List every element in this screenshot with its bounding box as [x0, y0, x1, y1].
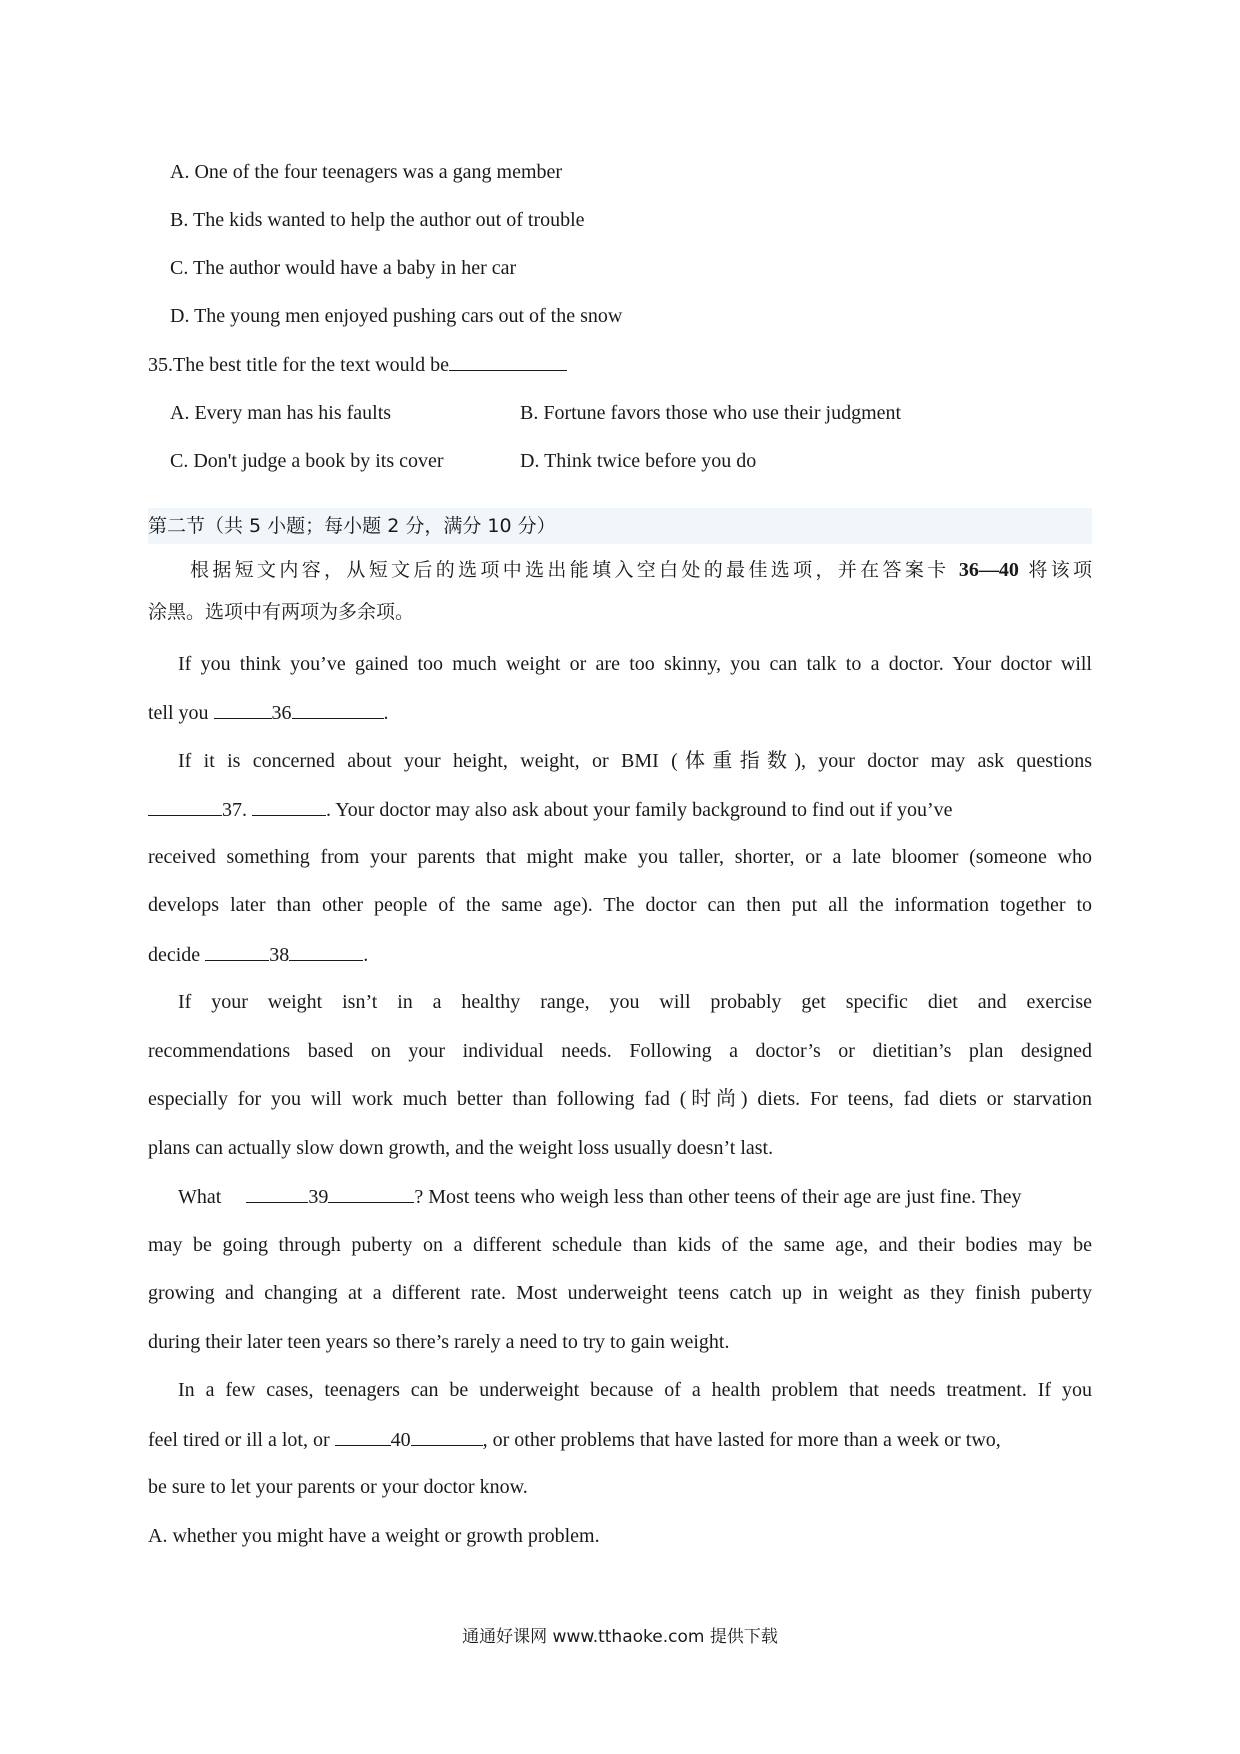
q34-option-d: D. The young men enjoyed pushing cars out of the snow	[170, 305, 623, 327]
q35-blank	[449, 350, 567, 371]
blank-36-number: 36	[271, 702, 292, 724]
blank-38-right	[289, 940, 363, 961]
p2-line2-text: . Your doctor may also ask about your family background to find out if you’ve	[326, 799, 953, 821]
q35-option-d: D. Think twice before you do	[520, 450, 757, 472]
p3-line3: especially for you will work much better than following fad (时尚) diets. For teens, fad diets or starvation	[148, 1088, 1092, 1110]
p2-line5-text: decide	[148, 944, 201, 966]
q34-option-a: A. One of the four teenagers was a gang member	[170, 161, 563, 183]
blank-37-right	[252, 795, 326, 816]
p1-line2: tell you 36 .	[148, 698, 389, 727]
blank-39-right	[328, 1182, 414, 1203]
p2-line2	[148, 795, 1092, 824]
p4-line1	[178, 1182, 1022, 1211]
section-instructions-line1	[190, 556, 1092, 584]
p5-line1: In a few cases, teenagers can be underweight because of a health problem that needs treatment. If you	[178, 1379, 1092, 1401]
q34-option-c: C. The author would have a baby in her car	[170, 257, 517, 279]
q35-option-c: C. Don't judge a book by its cover	[170, 450, 444, 472]
q35-stem-text: 35.The best title for the text would be	[148, 354, 450, 376]
q35-stem	[148, 350, 567, 379]
p5-line2	[148, 1425, 1001, 1454]
section-header: 第二节（共 5 小题；每小题 2 分，满分 10 分）	[148, 515, 556, 537]
blank-38-left	[205, 940, 269, 961]
instructions-part2: 将该项	[1028, 559, 1092, 581]
blank-40-right	[411, 1425, 483, 1446]
q35-option-b: B. Fortune favors those who use their judgment	[520, 402, 902, 424]
section-instructions-line2: 涂黑。选项中有两项为多余项。	[148, 601, 415, 623]
p2-line1: If it is concerned about your height, weight, or BMI (体重指数), your doctor may ask questions	[178, 750, 1092, 772]
blank-36-right	[292, 698, 384, 719]
q35-option-a: A. Every man has his faults	[170, 402, 392, 424]
p3-line1: If your weight isn’t in a healthy range, you will probably get specific diet and exercise	[178, 991, 1092, 1013]
p2-line4: develops later than other people of the same age). The doctor can then put all the information together to	[148, 894, 1092, 916]
answer-option-a: A. whether you might have a weight or growth problem.	[148, 1525, 600, 1547]
p2-line5: decide 38 .	[148, 940, 368, 969]
p4-line1-post: ? Most teens who weigh less than other teens of their age are just fine. They	[414, 1186, 1022, 1208]
blank-40-number: 40	[390, 1429, 411, 1451]
p4-line1-pre: What	[178, 1186, 222, 1208]
instructions-range: 36—40	[958, 559, 1019, 581]
p4-line2: may be going through puberty on a different schedule than kids of the same age, and their bodies may be	[148, 1234, 1092, 1256]
p2-line3: received something from your parents that might make you taller, shorter, or a late bloomer (someone who	[148, 846, 1092, 868]
blank-36-left	[214, 698, 272, 719]
blank-40-left	[335, 1425, 391, 1446]
blank-38-number: 38	[269, 944, 290, 966]
instructions-part1: 根据短文内容，从短文后的选项中选出能填入空白处的最佳选项，并在答案卡	[190, 559, 950, 581]
p5-line2-post: , or other problems that have lasted for more than a week or two,	[482, 1429, 1001, 1451]
p5-line2-pre: feel tired or ill a lot, or	[148, 1429, 330, 1451]
blank-37-number: 37.	[222, 799, 247, 821]
p4-line4: during their later teen years so there’s rarely a need to try to gain weight.	[148, 1331, 730, 1353]
p5-line3: be sure to let your parents or your doctor know.	[148, 1476, 528, 1498]
p1-text: tell you	[148, 702, 209, 724]
p3-line2: recommendations based on your individual needs. Following a doctor’s or dietitian’s plan designed	[148, 1040, 1092, 1062]
blank-37-left	[148, 795, 222, 816]
p4-line3: growing and changing at a different rate. Most underweight teens catch up in weight as they finish puberty	[148, 1282, 1092, 1304]
p3-line4: plans can actually slow down growth, and the weight loss usually doesn’t last.	[148, 1137, 774, 1159]
footer-credit: 通通好课网 www.tthaoke.com 提供下载	[462, 1627, 778, 1647]
p1-line1: If you think you’ve gained too much weight or are too skinny, you can talk to a doctor. Your doctor will	[178, 653, 1092, 675]
blank-39-number: 39	[308, 1186, 329, 1208]
q34-option-b: B. The kids wanted to help the author out of trouble	[170, 209, 585, 231]
blank-39-left	[246, 1182, 308, 1203]
